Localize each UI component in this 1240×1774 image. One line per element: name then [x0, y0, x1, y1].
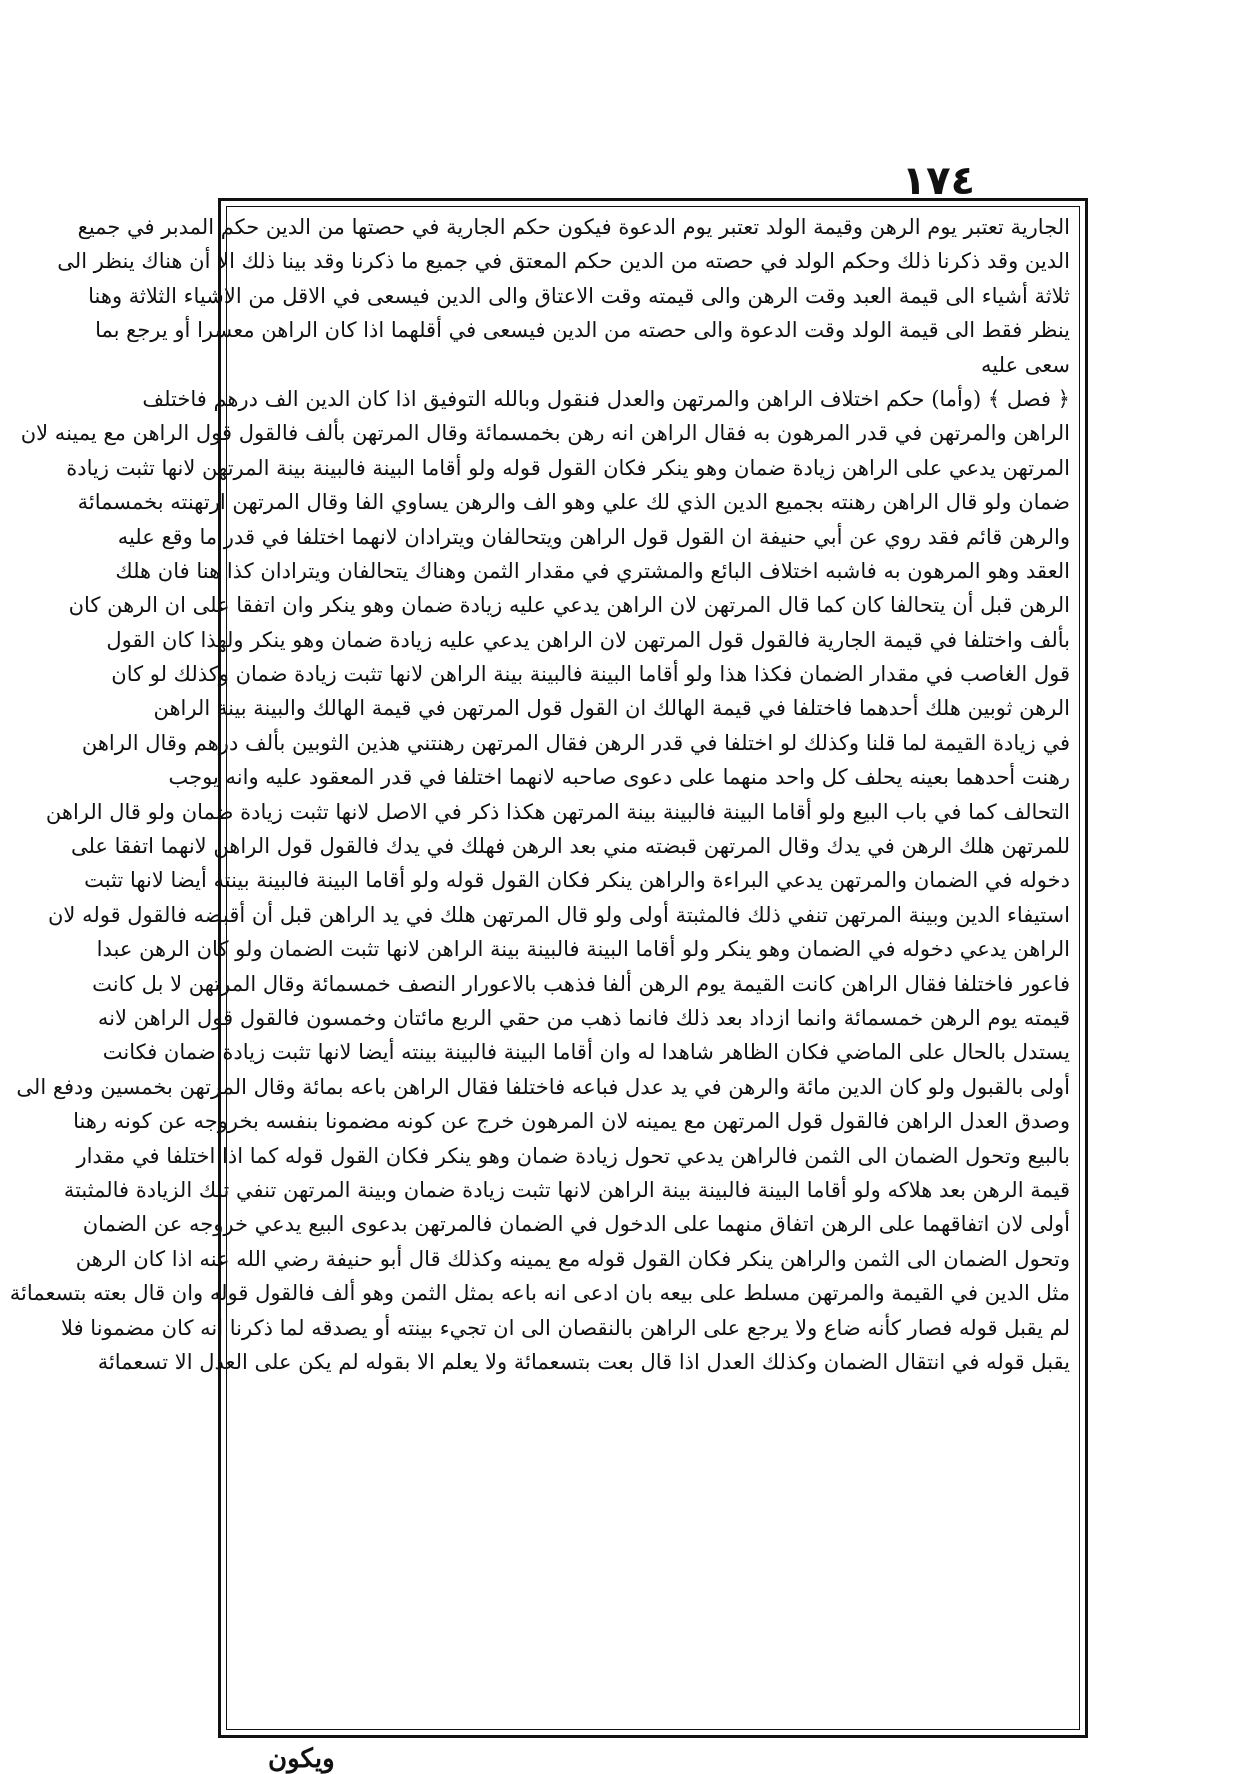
text-line: ثلاثة أشياء الى قيمة العبد وقت الرهن والى قيمته وقت الاعتاق والى الدين فيسعى في الاقل من الاشياء الثلاثة وهنا	[88, 283, 1070, 308]
text-line: والرهن قائم فقد روي عن أبي حنيفة ان القول قول الراهن ويتحالفان ويترادان لانهما اختلفا في قدر ما وقع عليه	[117, 524, 1070, 549]
text-line: ينظر فقط الى قيمة الولد وقت الدعوة والى حصته من الدين فيسعى في أقلهما اذا كان الراهن معسرا أو يرجع بما	[95, 318, 1070, 343]
text-line: الرهن ثوبين هلك أحدهما فاختلفا في قيمة الهالك ان القول قول المرتهن في قيمة الهالك والبينة بينة الراهن	[153, 696, 1070, 721]
text-line: سعى عليه	[981, 352, 1070, 377]
text-line: الجارية تعتبر يوم الرهن وقيمة الولد تعتبر يوم الدعوة فيكون حكم الجارية في حصتها من الدين حكم المدبر في جميع	[77, 215, 1070, 239]
text-line: التحالف كما في باب البيع ولو أقاما البينة فالبينة بينة المرتهن هكذا ذكر في الاصل لانها تثبت زيادة ضمان ولو قال الراهن	[45, 799, 1070, 824]
text-line: قول الغاصب في مقدار الضمان فكذا هذا ولو أقاما البينة فالبينة بينة الراهن لانها تثبت زيادة ضمان وكذلك لو كان	[111, 662, 1070, 687]
text-line: الراهن يدعي دخوله في الضمان وهو ينكر ولو أقاما البينة فالبينة بينة الراهن لانها تثبت الضمان ولو كان الرهن عبدا	[96, 937, 1070, 962]
text-line: استيفاء الدين وبينة المرتهن تنفي ذلك فالمثبتة أولى ولو قال المرتهن هلك في يد الراهن قبل أن أقبضه فالقول قوله لان	[48, 902, 1070, 927]
text-line: مثل الدين في القيمة والمرتهن مسلط على بيعه بان ادعى انه باعه بمثل الثمن وهو ألف فالقول قوله وان قال بعته بتسعمائة	[9, 1281, 1070, 1306]
text-line: يستدل بالحال على الماضي فكان الظاهر شاهدا له وان أقاما البينة فالبينة بينته أيضا لانها تثبت زيادة ضمان فكانت	[102, 1040, 1070, 1065]
text-line: العقد وهو المرهون به فاشبه اختلاف البائع والمشتري في مقدار الثمن وهناك يتحالفان ويترادان كذا هنا فان هلك	[115, 558, 1070, 583]
text-line: المرتهن يدعي على الراهن زيادة ضمان وهو ينكر فكان القول قوله ولو أقاما البينة فالبينة بينة المرتهن لانها تثبت زيادة	[66, 455, 1070, 480]
text-line: أولى لان اتفاقهما على الرهن اتفاق منهما على الدخول في الضمان فالمرتهن بدعوى البيع يدعي خروجه عن الضمان	[82, 1212, 1070, 1237]
text-line: رهنت أحدهما بعينه يحلف كل واحد منهما على دعوى صاحبه لانهما اختلفا في قدر المعقود عليه وانه يوجب	[168, 765, 1070, 790]
text-line: الدين وقد ذكرنا ذلك وحكم الولد في حصته من الدين حكم المعتق في جميع ما ذكرنا وقد بينا ذلك الا أن هناك ينظر الى	[57, 249, 1070, 274]
text-body	[9, 210, 1070, 1725]
text-line: قيمته يوم الرهن خمسمائة وانما ازداد بعد ذلك فانما ذهب من حقي الربع مائتان وخمسون فالقول قول الراهن لانه	[97, 1005, 1070, 1030]
text-line: قيمة الرهن بعد هلاكه ولو أقاما البينة فالبينة بينة الراهن لانها تثبت زيادة ضمان وبينة المرتهن تنفي تلك الزيادة فالمثبتة	[63, 1177, 1070, 1202]
text-line: وتحول الضمان الى الثمن والراهن ينكر فكان القول قوله مع يمينه وكذلك قال أبو حنيفة رضي الله عنه اذا كان الرهن	[75, 1246, 1070, 1271]
text-line: ﴿ فصل ﴾ (وأما) حكم اختلاف الراهن والمرتهن والعدل فنقول وبالله التوفيق اذا كان الدين الف درهم فاختلف	[142, 386, 1070, 411]
text-line: فاعور فاختلفا فقال الراهن كانت القيمة يوم الرهن ألفا فذهب بالاعورار النصف خمسمائة وقال المرتهن لا بل كانت	[92, 971, 1070, 996]
text-line: الرهن قبل أن يتحالفا كان كما قال المرتهن لان الراهن يدعي عليه زيادة ضمان وهو ينكر وان اتفقا على ان الرهن كان	[68, 593, 1070, 618]
text-line: أولى بالقبول ولو كان الدين مائة والرهن في يد عدل فباعه فاختلفا فقال الراهن باعه بمائة وقال المرتهن بخمسين ودفع الى	[16, 1074, 1070, 1099]
text-line: دخوله في الضمان والمرتهن يدعي البراءة والراهن ينكر فكان القول قوله ولو أقاما البينة فالبينة بينته أيضا لانها تثبت	[84, 868, 1070, 893]
page-number: ١٧٤	[901, 158, 975, 204]
text-line: بألف واختلفا في قيمة الجارية فالقول قول المرتهن لان الراهن يدعي عليه زيادة ضمان وهو ينكر ولهذا كان القول	[106, 627, 1070, 652]
catchword: ويكون	[268, 1744, 335, 1774]
text-line: للمرتهن هلك الرهن في يدك وقال المرتهن قبضته مني بعد الرهن فهلك في يدك فالقول قول الراهن لانهما اتفقا على	[70, 834, 1070, 859]
text-line: لم يقبل قوله فصار كأنه ضاع ولا يرجع على الراهن بالنقصان الى ان تجيء بينته أو يصدقه لما ذكرنا انه كان مضمونا فلا	[61, 1315, 1070, 1340]
text-line: في زيادة القيمة لما قلنا وكذلك لو اختلفا في قدر الرهن فقال المرتهن رهنتني هذين الثوبين بألف درهم وقال الراهن	[81, 730, 1070, 755]
text-line: بالبيع وتحول الضمان الى الثمن فالراهن يدعي تحول زيادة ضمان وهو ينكر فكان القول قوله كما اذا اختلفا في مقدار	[76, 1143, 1070, 1168]
text-line: الراهن والمرتهن في قدر المرهون به فقال الراهن انه رهن بخمسمائة وقال المرتهن بألف فالقول قول الراهن مع يمينه لان	[20, 421, 1070, 446]
text-line: ضمان ولو قال الراهن رهنته بجميع الدين الذي لك علي وهو الف والرهن يساوي الفا وقال المرتهن ارتهنته بخمسمائة	[77, 490, 1070, 515]
text-line: يقبل قوله في انتقال الضمان وكذلك العدل اذا قال بعت بتسعمائة ولا يعلم الا بقوله لم يكن على العدل الا تسعمائة	[97, 1349, 1070, 1374]
text-line: وصدق العدل الراهن فالقول قول المرتهن مع يمينه لان المرهون خرج عن كونه مضمونا بنفسه بخروجه عن كونه رهنا	[73, 1109, 1070, 1134]
